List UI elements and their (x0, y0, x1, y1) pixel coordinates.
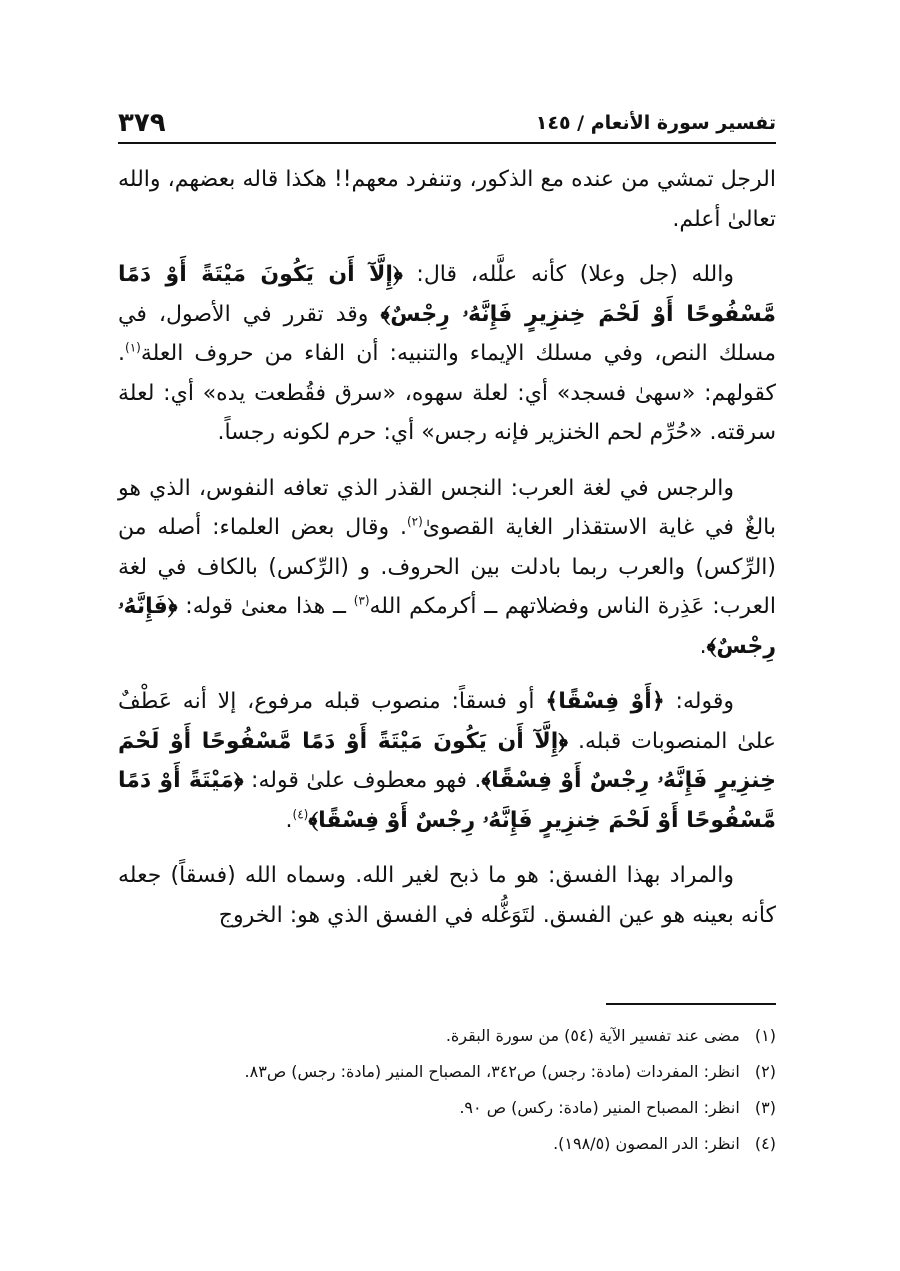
text-run: ــ هذا معنىٰ قوله: (177, 594, 354, 619)
footnote-ref: (٣) (353, 593, 370, 608)
quran-verse: ﴿أَوْ فِسْقًا﴾ (545, 689, 665, 714)
text-run: وقوله: (664, 689, 734, 714)
footnote-ref: (٢) (406, 514, 423, 529)
text-run: . كقولهم: «سهىٰ فسجد» أي: لعلة سهوه، «سرق فقُطعت يده» أي: لعلة سرقته. «حُرِّم لحم الخنزير فإنه رجس» أي: حرم لكونه رجساً. (118, 341, 776, 445)
text-run: وقد تقرر في الأصول، في مسلك النص، وفي مسلك الإيماء والتنبيه: أن الفاء من حروف العلة (118, 301, 776, 366)
quran-verse: ﴿مَيْتَةً أَوْ دَمًا مَّسْفُوحًا أَوْ لَحْمَ خِنزِيرٍ فَإِنَّهُۥ رِجْسٌ أَوْ فِسْقًا﴾ (118, 768, 776, 833)
footnote-number: (٣) (754, 1098, 776, 1117)
page-header (118, 100, 776, 144)
paragraph-1 (118, 160, 776, 239)
footnote-text: مضى عند تفسير الآية (٥٤) من سورة البقرة. (445, 1026, 740, 1045)
text-run: . (699, 633, 707, 659)
footnote-divider (606, 1003, 776, 1005)
footnote-number: (١) (754, 1026, 776, 1045)
footnote-number: (٢) (754, 1062, 776, 1081)
page-number: ٣٧٩ (118, 108, 166, 138)
paragraph-4 (118, 682, 776, 840)
footnote-text: انظر: المصباح المنير (مادة: ركس) ص ٩٠. (459, 1098, 740, 1117)
quran-verse: ﴿إِلَّآ أَن يَكُونَ مَيْتَةً أَوْ دَمًا مَّسْفُوحًا أَوْ لَحْمَ خِنزِيرٍ فَإِنَّهُۥ رِجْسٌ﴾ (118, 262, 776, 327)
footnote-text: انظر: المفردات (مادة: رجس) ص٣٤٢، المصباح المنير (مادة: رجس) ص٨٣. (244, 1062, 740, 1081)
quran-verse: ﴿إِلَّآ أَن يَكُونَ مَيْتَةً أَوْ دَمًا مَّسْفُوحًا أَوْ لَحْمَ خِنزِيرٍ فَإِنَّهُۥ رِجْسٌ أَوْ فِسْقًا﴾ (118, 728, 776, 793)
footnote-text: انظر: الدر المصون (١٩٨/٥). (553, 1134, 740, 1153)
running-title: تفسير سورة الأنعام / ١٤٥ (535, 112, 776, 134)
text-run: الرجل تمشي من عنده مع الذكور، وتنفرد معهم!! هكذا قاله بعضهم، والله تعالىٰ أعلم. (118, 167, 776, 232)
footnote-ref: (٤) (292, 807, 309, 822)
text-run: أو فسقاً: منصوب قبله مرفوع، إلا أنه عَطْفٌ علىٰ المنصوبات قبله. (118, 689, 776, 754)
footnote-1 (118, 1018, 776, 1054)
text-run: . فهو معطوف علىٰ قوله: (243, 768, 482, 793)
text-run: والمراد بهذا الفسق: هو ما ذبح لغير الله. وسماه الله (فسقاً) جعله كأنه بعينه هو عين الفسق. لتَوَغُّله في الفسق الذي هو: الخروج (118, 863, 776, 928)
footnote-4 (118, 1126, 776, 1162)
footnote-3 (118, 1090, 776, 1126)
text-run: . (285, 807, 293, 833)
body-text (118, 160, 776, 951)
footnote-ref: (١) (125, 340, 141, 355)
quran-verse: ﴿فَإِنَّهُۥ رِجْسٌ﴾ (118, 594, 776, 659)
text-run: والله (جل وعلا) كأنه علَّله، قال: (402, 262, 734, 287)
text-run: والرجس في لغة العرب: النجس القذر الذي تعافه النفوس، الذي هو بالغٌ في غاية الاستقذار الغاية القصوىٰ (118, 475, 776, 540)
footnote-number: (٤) (754, 1134, 776, 1153)
paragraph-3 (118, 469, 776, 667)
footnote-2 (118, 1054, 776, 1090)
paragraph-5 (118, 856, 776, 935)
paragraph-2 (118, 255, 776, 453)
footnotes (118, 1018, 776, 1162)
text-run: . وقال بعض العلماء: أصله من (الرِّكس) والعرب ربما بادلت بين الحروف. و (الرِّكس) بالكاف في لغة العرب: عَذِرة الناس وفضلاتهم ــ أكرمكم الله (118, 515, 776, 619)
